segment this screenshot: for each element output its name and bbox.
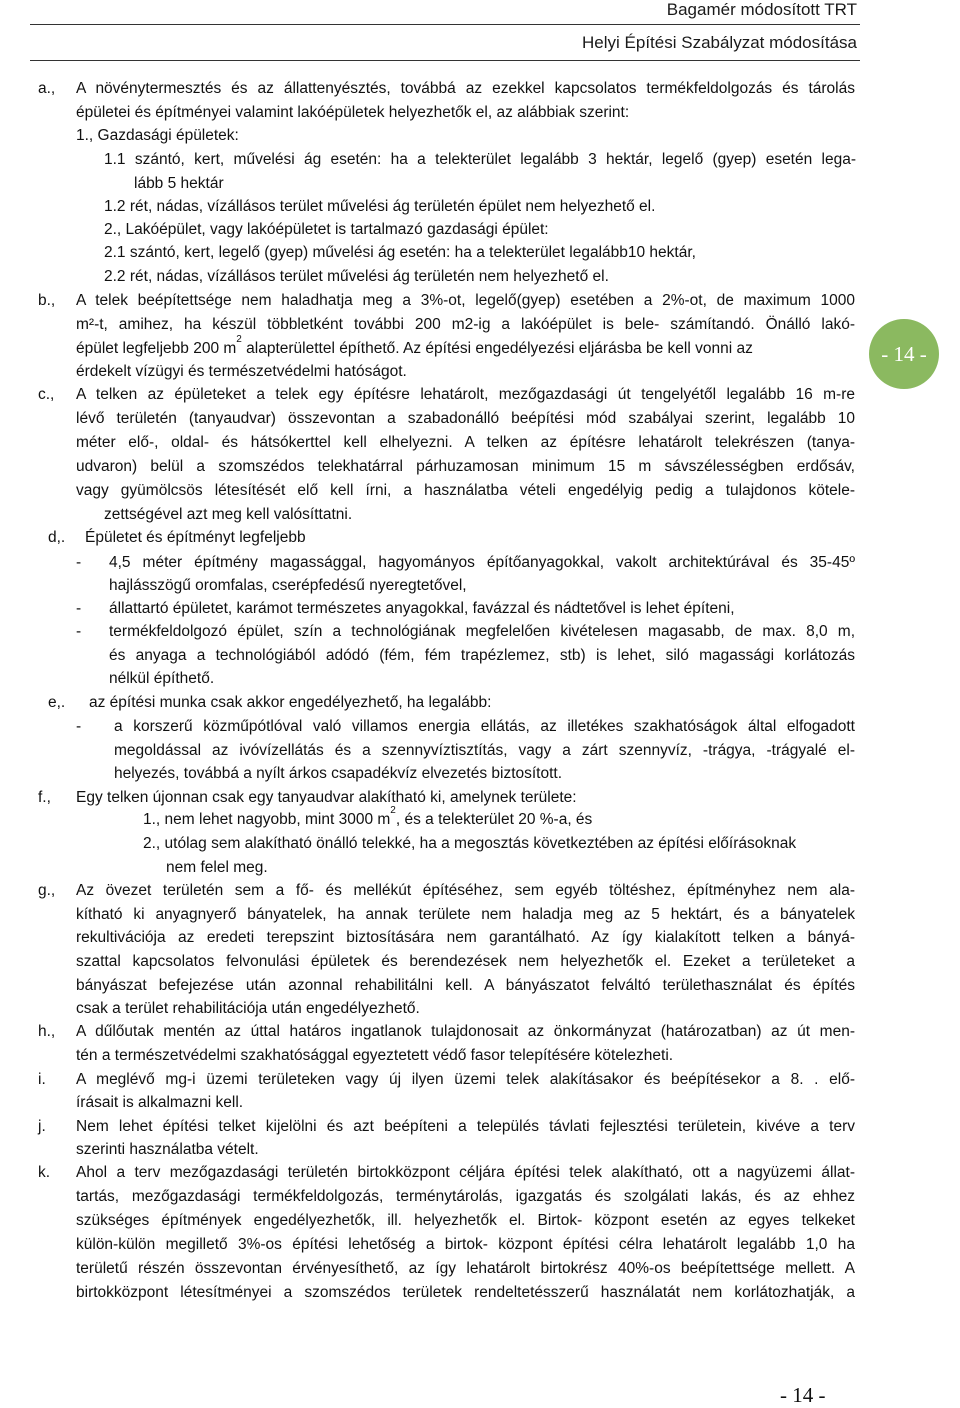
text-line: a korszerű közműpótlóval való villamos energia ellátás, az illetékes szakhatóságok által elfogadott [114, 718, 855, 735]
text-line: 2.2 rét, nádas, vízállásos terület művelési ág területén nem helyezhető el. [104, 268, 609, 285]
text-line: állattartó épületet, karámot természetes anyagokkal, favázzal és nádtetővel is lehet építeni, [109, 600, 735, 617]
text-line: lévő területén (tanyaudvar) összevontan a szabadonálló beépítési mód szabályai szerint, legalább 10 [76, 410, 855, 427]
text-line: A meglévő mg-i üzemi területeken vagy új ilyen üzemi telek alakításakor és beépítésekor a 8. . elő- [76, 1071, 855, 1088]
page-footer-number: - 14 - [780, 1383, 826, 1407]
text-line: méter elő-, oldal- és hátsókerttel kell elhelyezni. A telken az építésre lehatárolt telekrészen (tanya- [76, 434, 855, 451]
text-line: épületei és építményei valamint lakóépületek helyezhetők el, az alábbiak szerint: [76, 104, 630, 121]
text-line-with-superscript [76, 333, 855, 360]
item-label-c: c., [38, 386, 55, 403]
text-fragment: 1., nem lehet nagyobb, mint 3000 m [143, 811, 391, 828]
text-line: hajlásszögű oromfalas, cserépfedésű nyeregtetővel, [109, 577, 467, 594]
text-line: külön-külön megillető 3%-os építési lehetőség a birtok- központ építési célra lehatárolt legalább 1,0 ha [76, 1236, 855, 1253]
text-line: bányászat befejezése után azonnal rehabilitálni kell. A bányászatot felváltó területhasználat és építés [76, 977, 855, 994]
text-line: Egy telken újonnan csak egy tanyaudvar alakítható ki, amelynek területe: [76, 789, 577, 806]
text-line: nem felel meg. [166, 859, 268, 876]
text-fragment: , és a telekterület 20 %-a, és [395, 811, 593, 828]
text-line: szattal kapcsolatos felvonulási épületek és berendezések nem helyezhetők el. Ezeket a területeket a [76, 953, 855, 970]
text-line: A telek beépítettsége nem haladhatja meg a 3%-ot, legelő(gyep) esetében a 2%-ot, de maximum 1000 [76, 292, 855, 309]
text-line: tartás, mezőgazdasági termékfeldolgozás, terménytárolás, igazgatás és szolgálati lakás, és az ehhez [76, 1188, 855, 1205]
list-dash: - [76, 718, 82, 735]
list-dash: - [76, 623, 82, 640]
text-fragment: épület legfeljebb 200 m [76, 340, 237, 357]
text-line: csak a terület rehabilitációja után engedélyezhető. [76, 1000, 420, 1017]
text-line: írásait is alkalmazni kell. [76, 1094, 244, 1111]
text-line: m²-t, amihez, ha készül többletként további 200 m2-ig a lakóépület is bele- számítandó. Önálló lakó- [76, 316, 855, 333]
document-header-subtitle: Helyi Építési Szabályzat módosítása [582, 33, 857, 52]
item-label-h: h., [38, 1023, 56, 1040]
text-line: termékfeldolgozó épület, szín a technológiának megfelelően kivételesen magasabb, de max. 8,0 m, [109, 623, 855, 640]
text-line: területű részén összevontan érvényesíthető, az így lehatárolt birtokrész 40%-os beépítettsége mellett. A [76, 1260, 855, 1277]
text-line: 4,5 méter építmény magassággal, hagyományos építőanyagokkal, vakolt architektúrával és 35-45º [109, 554, 855, 571]
text-line: Ahol a terv mezőgazdasági területén birtokközpont céljára építési telek alakítható, ott a nagyüzemi állat- [76, 1164, 855, 1181]
text-line: A növénytermesztés és az állattenyésztés, továbbá az ezekkel kapcsolatos termékfeldolgozás és tárolás [76, 80, 855, 97]
header-rule-top [30, 24, 860, 25]
text-line: birtokközpont létesítményei a szomszédos területek rendeltetésszerű használatát nem korlátozhatják, a [76, 1284, 855, 1301]
text-line: A telken az épületeket a telek egy építésre lehatárolt, mezőgazdasági út tengelyétől legalább 16 m-re [76, 386, 855, 403]
text-line: érdekelt vízügyi és természetvédelmi hatóságot. [76, 363, 407, 380]
item-label-j: j. [38, 1118, 46, 1135]
text-line: A dűlőutak mentén az úttal határos ingatlanok tulajdonosait az önkormányzat (határozatban) az út men- [76, 1023, 855, 1040]
text-fragment: alapterülettel építhető. Az építési engedélyezési eljárásba be kell vonni az [241, 340, 753, 357]
text-line: nélkül építhető. [109, 670, 215, 687]
superscript: 2 [390, 804, 396, 816]
item-label-b: b., [38, 292, 56, 309]
header-rule-bottom [30, 60, 860, 61]
text-line-with-superscript [143, 804, 593, 831]
superscript: 2 [236, 333, 242, 345]
text-line: lább 5 hektár [134, 175, 224, 192]
text-line: 1.1 szántó, kert, művelési ág esetén: ha a telekterület legalább 3 hektár, legelő (gyep) esetén lega- [104, 151, 856, 168]
text-line: kítható ki anyagnyerő bányatelek, ha annak területe nem haladja meg az 5 hektárt, és a bányatelek [76, 906, 855, 923]
text-line: 1.2 rét, nádas, vízállásos terület művelési ág területén épület nem helyezhető el. [104, 198, 656, 215]
text-line: zettségével azt meg kell valósíttatni. [104, 506, 353, 523]
item-label-f: f., [38, 789, 51, 806]
item-label-d: d,. [48, 529, 66, 546]
text-line: 2.1 szántó, kert, legelő (gyep) művelési ág esetén: ha a telekterület legalább10 hektár, [104, 244, 696, 261]
text-line: vagy gyümölcsös létesítését elő kell írni, a használatba vételi engedélyig pedig a tulajdonos kötele- [76, 482, 855, 499]
item-label-k: k. [38, 1164, 51, 1181]
text-line: Épületet és építményt legfeljebb [85, 529, 306, 546]
page-number-badge: - 14 - [869, 319, 939, 389]
text-line: és anyaga a technológiából adódó (fém, fém trapézlemez, stb) is lehet, siló magassági korlátozás [109, 647, 855, 664]
text-line: az építési munka csak akkor engedélyezhető, ha legalább: [89, 694, 492, 711]
text-line: szükséges építmények engedélyezhetők, ill. helyezhetők el. Birtok- központ esetén az egyes telkeket [76, 1212, 855, 1229]
text-line: szerinti használatba vételt. [76, 1141, 259, 1158]
text-line: Nem lehet építési telket kijelölni és azt beépíteni a település távlati fejlesztési területein, kivéve a terv [76, 1118, 855, 1135]
text-line: tén a természetvédelmi szakhatósággal egyeztetett védő fasor telepítésére kötelezheti. [76, 1047, 674, 1064]
text-line: helyezés, továbbá a nyílt árkos csapadékvíz elvezetés biztosított. [114, 765, 563, 782]
item-label-i: i. [38, 1071, 46, 1088]
list-dash: - [76, 554, 82, 571]
item-label-e: e,. [48, 694, 66, 711]
text-line: rekultivációja az eredeti terepszint biztosítására nem garantálható. Az így kialakított telken a bányá- [76, 929, 855, 946]
text-line: Az övezet területén sem a fő- és mellékút építéséhez, sem egyéb töltéshez, építményhez nem ala- [76, 882, 855, 899]
text-line: udvaron) belül a szomszédos telekhatárral párhuzamosan minimum 15 m sávszélességben erdősáv, [76, 458, 855, 475]
document-header-title: Bagamér módosított TRT [666, 0, 857, 19]
text-line: 1., Gazdasági épületek: [76, 127, 239, 144]
text-line: 2., Lakóépület, vagy lakóépületet is tartalmazó gazdasági épület: [104, 221, 549, 238]
text-line: 2., utólag sem alakítható önálló telekké, ha a megosztás következtében az építési előírásoknak [143, 835, 797, 852]
list-dash: - [76, 600, 82, 617]
text-line: megoldással az ivóvízellátás és a szennyvíztisztítás, vagy a zárt szennyvíz, -trágya, -trágyalé el- [114, 742, 855, 759]
item-label-a: a., [38, 80, 56, 97]
item-label-g: g., [38, 882, 56, 899]
